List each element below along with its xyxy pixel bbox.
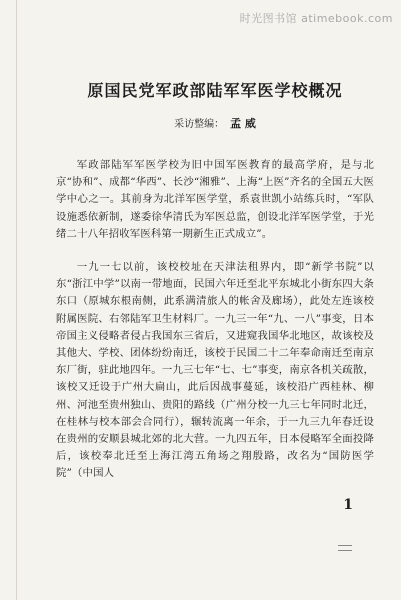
paragraph: 军政部陆军军医学校为旧中国军医教育的最高学府，是与北京“协和”、成都“华西”、长沙“湘雅”、上海“上医”齐名的全国五大医学中心之一。其前身为北洋军医学堂，系袁世凯小站练兵时，“军队设施悉依新制，遂委徐华清氏为军医总监，创设北洋军医学堂，于光绪二十八年招收军医科第一期新生正式成立”。 xyxy=(56,159,374,240)
paragraph: 一九一七以前，该校校址在天津法租界内，即“新学书院”以东“浙江中学”以南一带地面，民国六年迁至北平东城北小街东四大条东口（原城东根南侧，此系满清旅人的帐舍及廊场），此处左连该校附属医院、右邻陆军卫生材料厂。一九三一年“九、一八”事变，日本帝国主义侵略者侵占我国东三省后，又进窥我国华北地区，故该校及其他大、学校、团体纷纷南迁，该校于民国二十二年奉命南迁至南京东厂街，驻此地四年。一九三七年“七、七”事变，南京各机关疏散，该校又迁设于广州大扁山，此后因战事蔓延，该校沿广西桂林、柳州、河池至贵州独山、贵阳的路线（广州分校一九三七年同时北迁，在桂林与校本部会合同行），辗转流离一年余，于一九三九年春迁设在贵州的安顺县城北郊的北大营。一九四五年，日本侵略军全面投降后，该校奉北迁至上海江湾五角场之翔殷路，改名为“国防医学院”（中国人 xyxy=(56,261,374,480)
page-number: 1 xyxy=(343,497,353,513)
bottom-mark xyxy=(338,545,352,551)
editor-label: 采访整编： xyxy=(174,119,225,130)
editor-name: 孟 威 xyxy=(230,117,256,130)
page-content xyxy=(56,78,374,483)
editor-line xyxy=(56,115,374,131)
article-body xyxy=(56,157,374,483)
watermark: 时光图书馆 atimebook.com xyxy=(239,12,393,25)
article-title: 原国民党军政部陆军军医学校概况 xyxy=(87,81,343,100)
page-edge-line xyxy=(16,0,17,600)
